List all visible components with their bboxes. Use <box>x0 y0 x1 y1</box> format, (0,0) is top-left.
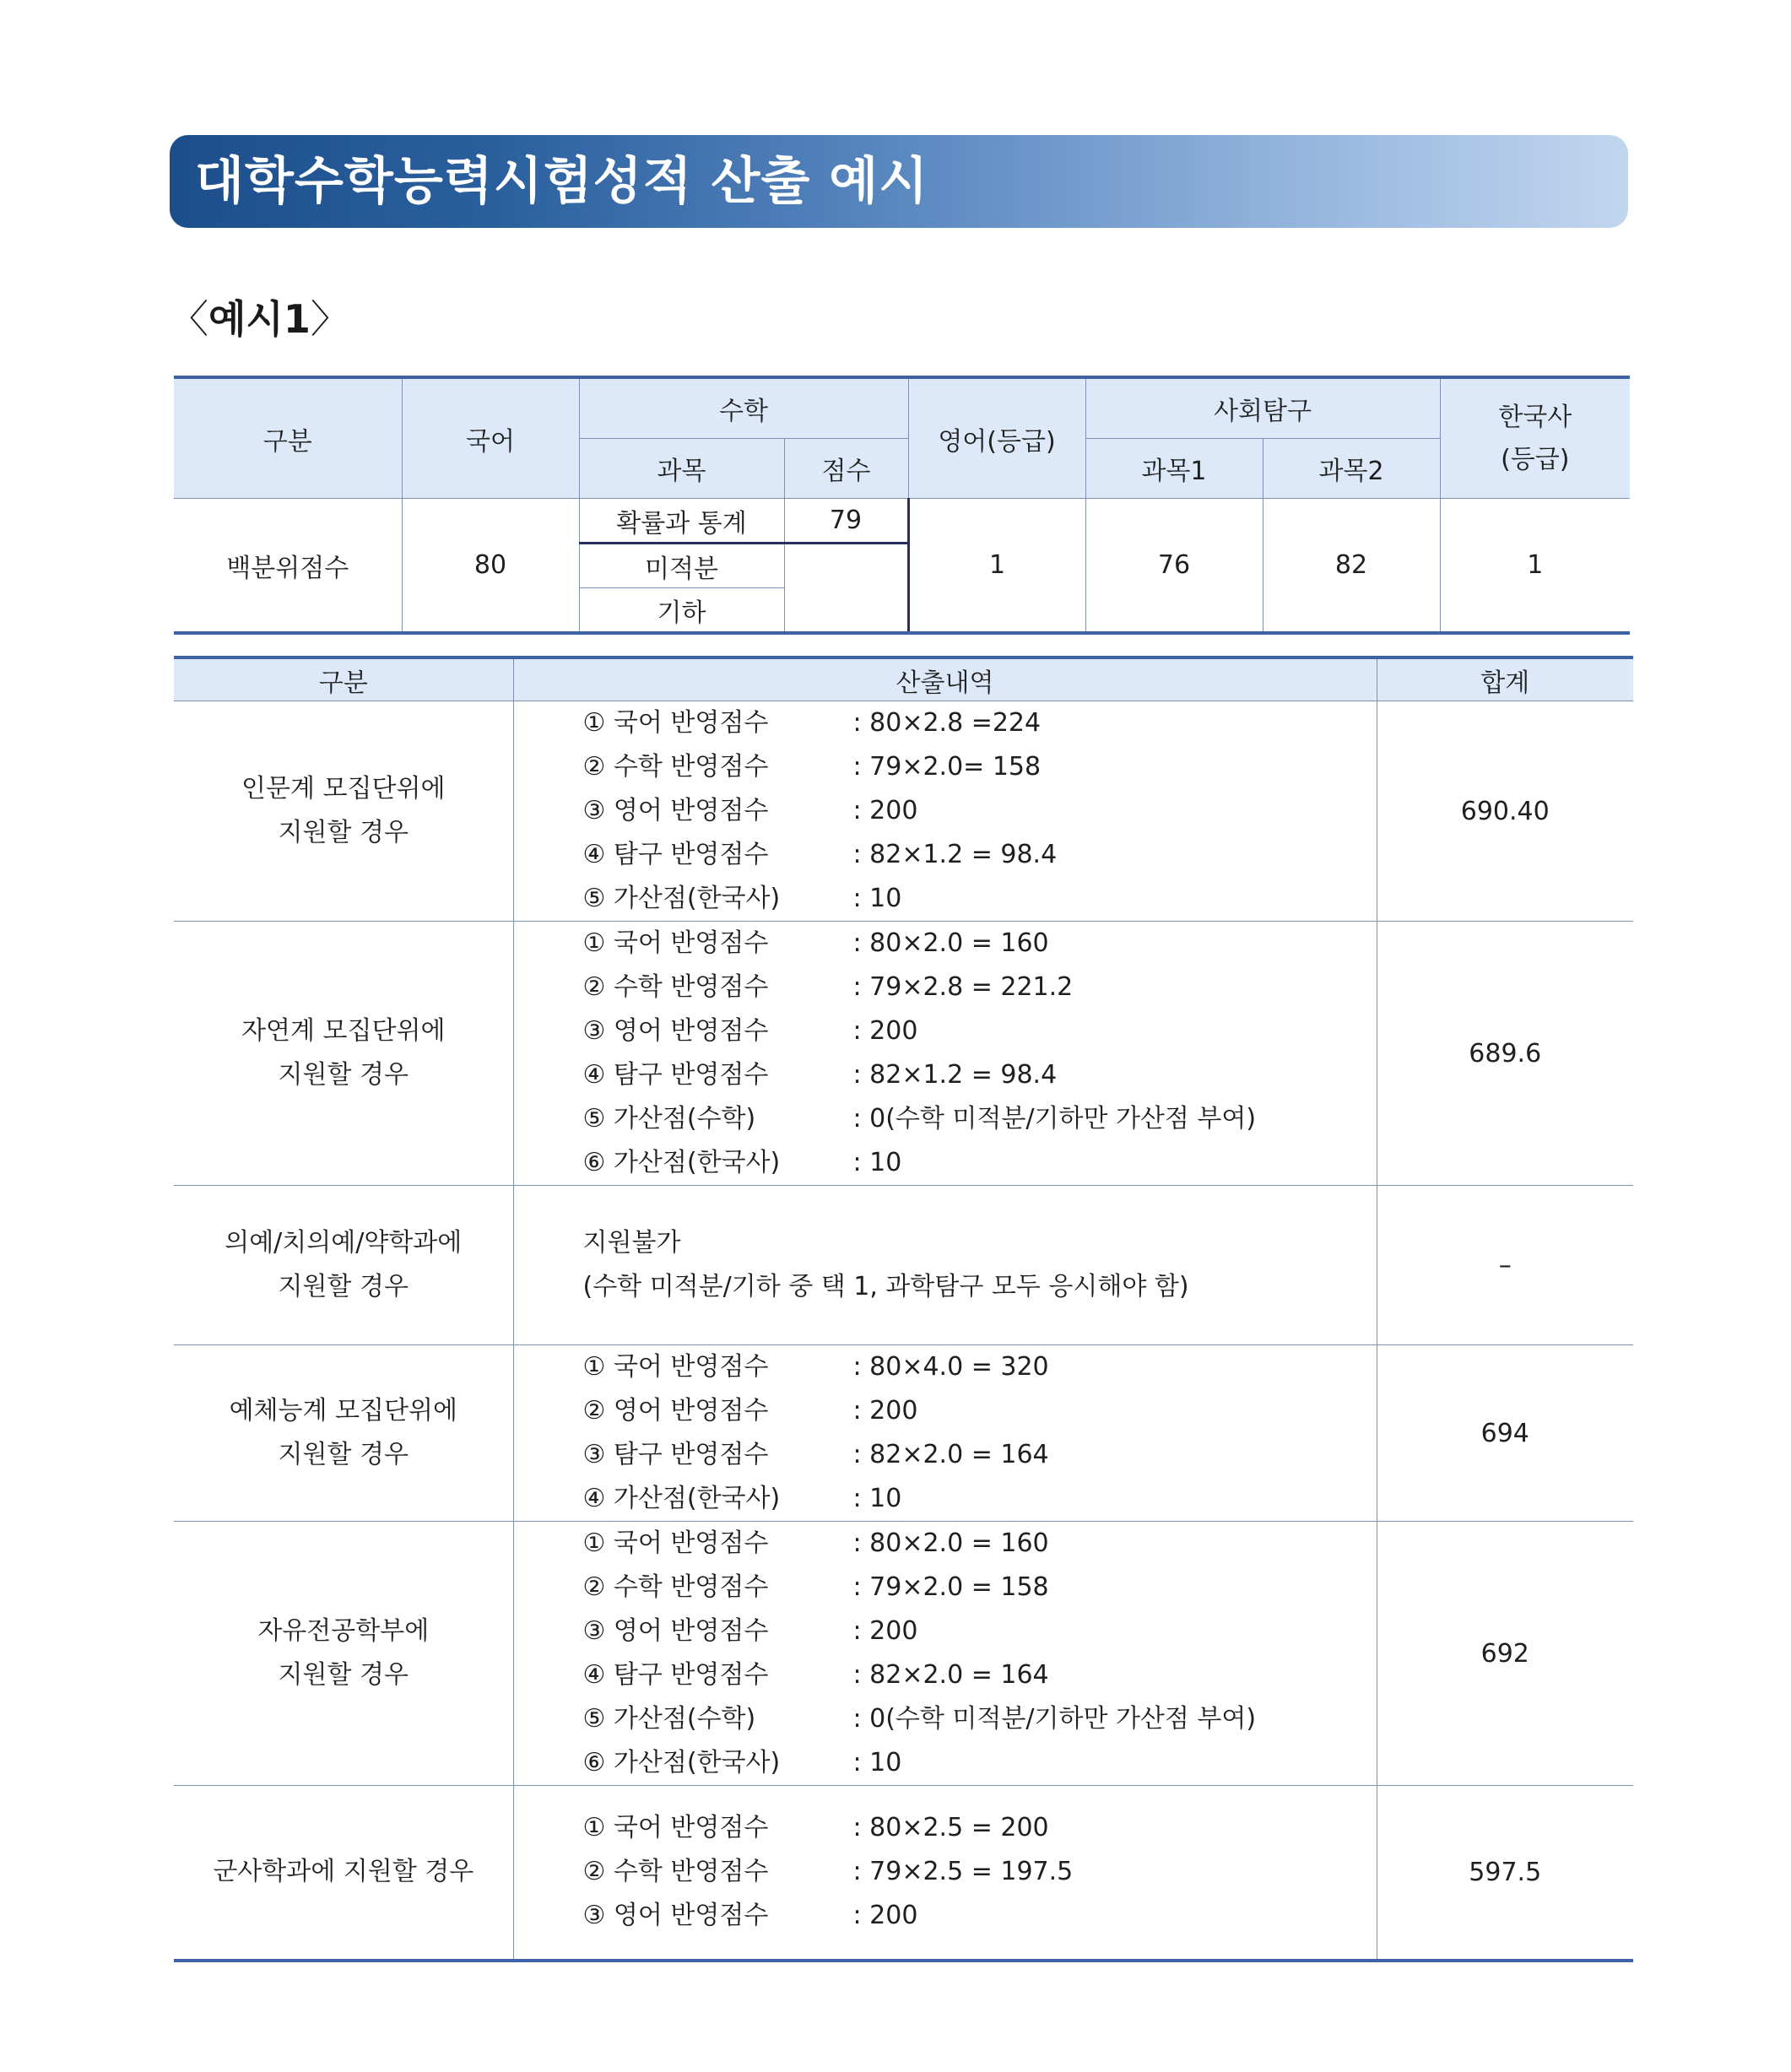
detail-label: ⑤ 가산점(한국사) <box>582 884 781 913</box>
header-english: 영어(등급) <box>908 377 1085 499</box>
detail-label: ④ 탐구 반영점수 <box>582 1060 769 1090</box>
detail-label: ⑥ 가산점(한국사) <box>582 1148 781 1177</box>
category-line: 예체능계 모집단위에 <box>229 1396 457 1426</box>
category-line: 지원할 경우 <box>278 818 409 847</box>
total-cell: 689.6 <box>1377 922 1633 1186</box>
detail-cell <box>513 1345 1377 1522</box>
detail-line <box>583 922 1377 966</box>
header-detail: 산출내역 <box>513 657 1377 701</box>
detail-line <box>583 1097 1377 1141</box>
detail-value: : 82×2.0 = 164 <box>852 1440 1049 1469</box>
header-social-subject2: 과목2 <box>1263 439 1440 499</box>
detail-line <box>583 1477 1377 1521</box>
detail-label: ③ 영어 반영점수 <box>582 796 769 825</box>
detail-label: ③ 탐구 반영점수 <box>582 1440 769 1469</box>
detail-label: ① 국어 반영점수 <box>582 708 769 738</box>
row-label: 백분위점수 <box>174 499 402 634</box>
history-grade: 1 <box>1440 499 1630 634</box>
category-line: 지원할 경우 <box>278 1440 409 1469</box>
detail-cell <box>513 1786 1377 1961</box>
header-math-score: 점수 <box>784 439 908 499</box>
detail-line <box>583 1433 1377 1477</box>
detail-value: : 79×2.0 = 158 <box>852 1572 1049 1602</box>
header-social-subject1: 과목1 <box>1085 439 1263 499</box>
category-line: 자연계 모집단위에 <box>241 1016 446 1046</box>
detail-line <box>583 877 1377 921</box>
detail-line <box>583 1053 1377 1097</box>
detail-label: ⑤ 가산점(수학) <box>582 1704 756 1734</box>
detail-label: ② 수학 반영점수 <box>582 972 769 1002</box>
math-score: 79 <box>784 499 908 544</box>
header-total: 합계 <box>1377 657 1633 701</box>
detail-value: : 82×1.2 = 98.4 <box>852 1060 1058 1090</box>
detail-value: : 0(수학 미적분/기하만 가산점 부여) <box>852 1104 1257 1133</box>
detail-line <box>583 966 1377 1009</box>
social-score1: 76 <box>1085 499 1263 634</box>
detail-line <box>583 1141 1377 1185</box>
english-grade: 1 <box>908 499 1085 634</box>
category-line: 지원할 경우 <box>278 1660 409 1690</box>
detail-line <box>583 1806 1377 1850</box>
detail-cell <box>513 701 1377 922</box>
category-cell <box>174 1186 513 1345</box>
detail-line <box>583 1345 1377 1389</box>
detail-value: : 200 <box>852 1616 918 1646</box>
detail-label: ④ 탐구 반영점수 <box>582 1660 769 1690</box>
category-cell <box>174 1522 513 1786</box>
header-math-subject: 과목 <box>579 439 784 499</box>
math-subject: 확률과 통계 <box>579 499 784 544</box>
header-history <box>1440 377 1630 499</box>
title-banner <box>170 135 1628 228</box>
detail-line <box>583 789 1377 833</box>
header-gubun: 구분 <box>174 657 513 701</box>
detail-label: ② 영어 반영점수 <box>582 1396 769 1426</box>
detail-value: : 82×2.0 = 164 <box>852 1660 1049 1690</box>
category-line: 자유전공학부에 <box>257 1616 430 1646</box>
detail-line <box>583 745 1377 789</box>
category-cell <box>174 1345 513 1522</box>
detail-label: ③ 영어 반영점수 <box>582 1016 769 1046</box>
detail-value: : 10 <box>852 884 902 913</box>
total-cell: – <box>1377 1186 1633 1345</box>
detail-value: : 200 <box>852 1901 918 1931</box>
detail-line <box>583 1609 1377 1653</box>
detail-line <box>583 1653 1377 1697</box>
total-cell: 690.40 <box>1377 701 1633 922</box>
detail-line <box>583 1389 1377 1433</box>
detail-line <box>583 1566 1377 1609</box>
detail-label: ① 국어 반영점수 <box>582 1813 769 1843</box>
category-cell <box>174 1786 513 1961</box>
detail-value: : 79×2.8 = 221.2 <box>852 972 1074 1002</box>
detail-value: : 80×2.0 = 160 <box>852 1528 1049 1558</box>
detail-value: : 80×4.0 = 320 <box>852 1352 1049 1382</box>
detail-note: (수학 미적분/기하 중 택 1, 과학탐구 모두 응시해야 함) <box>582 1272 1189 1301</box>
detail-label: ⑥ 가산점(한국사) <box>582 1748 781 1777</box>
detail-value: : 200 <box>852 1016 918 1046</box>
detail-line <box>583 1697 1377 1741</box>
detail-label: ⑤ 가산점(수학) <box>582 1104 756 1133</box>
page-title: 대학수학능력시험성적 산출 예시 <box>195 152 929 211</box>
detail-label: ② 수학 반영점수 <box>582 1857 769 1887</box>
detail-label: ① 국어 반영점수 <box>582 928 769 958</box>
detail-note: 지원불가 <box>582 1228 681 1258</box>
detail-label: ② 수학 반영점수 <box>582 752 769 782</box>
detail-line <box>583 1522 1377 1566</box>
header-math: 수학 <box>579 377 908 439</box>
math-subject: 미적분 <box>579 544 784 588</box>
detail-cell <box>513 922 1377 1186</box>
korean-score: 80 <box>402 499 579 634</box>
social-score2: 82 <box>1263 499 1440 634</box>
total-cell: 694 <box>1377 1345 1633 1522</box>
category-line: 의예/치의예/약학과에 <box>225 1228 463 1258</box>
detail-value: : 0(수학 미적분/기하만 가산점 부여) <box>852 1704 1257 1734</box>
header-history-line2: (등급) <box>1501 444 1570 474</box>
category-cell <box>174 922 513 1186</box>
category-line: 지원할 경우 <box>278 1272 409 1301</box>
detail-cell <box>513 1186 1377 1345</box>
calculation-table <box>174 656 1633 1962</box>
detail-line <box>583 1894 1377 1938</box>
category-line: 인문계 모집단위에 <box>241 774 446 803</box>
header-social: 사회탐구 <box>1085 377 1440 439</box>
math-subject: 기하 <box>579 588 784 634</box>
header-gubun: 구분 <box>174 377 402 499</box>
detail-label: ② 수학 반영점수 <box>582 1572 769 1602</box>
detail-label: ③ 영어 반영점수 <box>582 1616 769 1646</box>
detail-line <box>583 1009 1377 1053</box>
detail-value: : 80×2.0 = 160 <box>852 928 1049 958</box>
detail-value: : 10 <box>852 1748 902 1777</box>
example-label-text: 예시1 <box>208 296 311 342</box>
detail-value: : 79×2.5 = 197.5 <box>852 1857 1074 1887</box>
category-line: 군사학과에 지원할 경우 <box>213 1857 474 1887</box>
example-label <box>170 289 349 344</box>
detail-value: : 80×2.8 =224 <box>852 708 1042 738</box>
detail-line <box>583 1741 1377 1785</box>
detail-value: : 79×2.0= 158 <box>852 752 1042 782</box>
detail-label: ④ 탐구 반영점수 <box>582 840 769 869</box>
detail-cell <box>513 1522 1377 1786</box>
detail-line <box>583 701 1377 745</box>
header-korean: 국어 <box>402 377 579 499</box>
detail-label: ① 국어 반영점수 <box>582 1352 769 1382</box>
header-history-line1: 한국사 <box>1498 402 1572 432</box>
category-cell <box>174 701 513 922</box>
detail-value: : 80×2.5 = 200 <box>852 1813 1049 1843</box>
category-line: 지원할 경우 <box>278 1060 409 1090</box>
detail-value: : 10 <box>852 1148 902 1177</box>
detail-label: ④ 가산점(한국사) <box>582 1484 781 1513</box>
detail-line <box>583 1850 1377 1894</box>
detail-label: ① 국어 반영점수 <box>582 1528 769 1558</box>
detail-value: : 10 <box>852 1484 902 1513</box>
total-cell: 597.5 <box>1377 1786 1633 1961</box>
example-close-bracket: 〉 <box>310 296 349 342</box>
example-open-bracket: 〈 <box>170 296 208 342</box>
detail-value: : 200 <box>852 1396 918 1426</box>
total-cell: 692 <box>1377 1522 1633 1786</box>
score-table <box>174 376 1630 635</box>
detail-label: ③ 영어 반영점수 <box>582 1901 769 1931</box>
detail-value: : 200 <box>852 796 918 825</box>
detail-value: : 82×1.2 = 98.4 <box>852 840 1058 869</box>
math-score <box>784 544 908 634</box>
detail-line <box>583 833 1377 877</box>
